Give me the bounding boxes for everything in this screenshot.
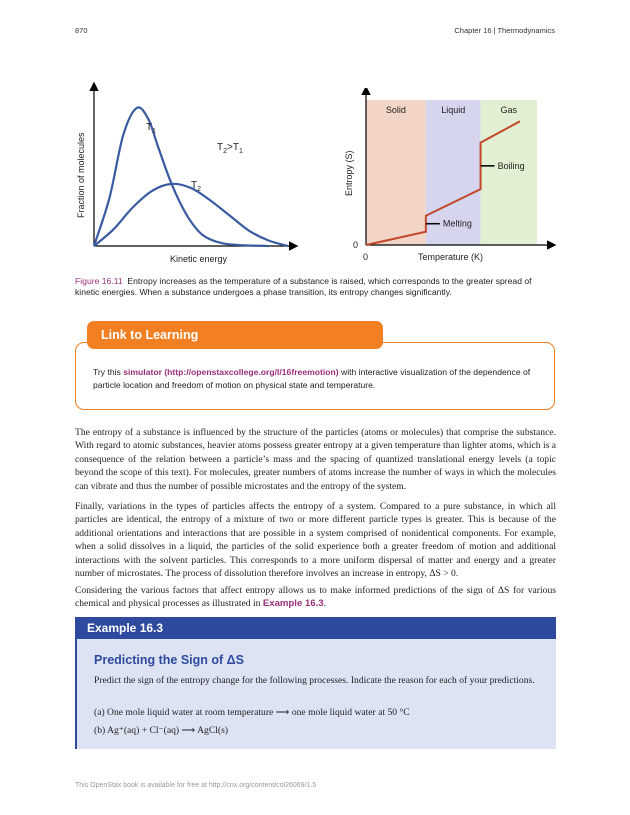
annotation-boiling: Boiling [497,160,525,171]
label-t1: $T_1$ [146,122,157,135]
ltl-text-after: with interactive visualization of the dependence of particle location and freedom of motion on physical state and temperature. [93,367,531,390]
figure-caption-text: Entropy increases as the temperature of a substance is raised, which corresponds to the greater spread of kinetic energies. When a substance undergoes a phase transition, its entropy changes significantly. [75,276,532,297]
footer-note: This OpenStax book is available for free at http://cnx.org/content/col26069/1.5 [75,782,317,789]
entropy-phase-chart [340,88,560,266]
x-tick-zero: 0 [363,252,369,262]
paragraph-3-text: Considering the various factors that affect entropy allows us to make informed predictions of the sign of ΔS for various chemical and physical processes as illustrated in [75,585,556,610]
example-item-b [94,724,539,737]
y-axis-label: Entropy (S) [344,150,354,196]
item-b-equation: Ag⁺(aq) + Cl⁻(aq) ⟶ AgCl(s) [107,725,229,736]
paragraph-3 [75,584,556,611]
example-heading: Example 16.3 [75,617,556,639]
page-number: 870 [75,26,88,35]
label-t2: $T_2$ [191,180,202,193]
label-relation: $T_2>T_1$ [217,142,243,155]
link-to-learning-text [93,366,533,391]
annotation-melting: Melting [442,218,472,229]
example-prompt: Predict the sign of the entropy change for the following processes. Indicate the reason for each of your predictions. [94,675,535,686]
figure-label: Figure 16.11 [75,276,123,286]
link-to-learning-title: Link to Learning [87,321,383,349]
phase-label-solid: Solid [385,105,406,115]
example-title: Predicting the Sign of ΔS [94,653,244,667]
y-axis-label: Fraction of molecules [76,132,86,218]
simulator-link[interactable]: simulator (http://openstaxcollege.org/l/16freemotion) [123,367,339,377]
example-item-a: (a) One mole liquid water at room temperature ⟶ one mole liquid water at 50 °C [94,707,410,718]
phase-label-liquid: Liquid [441,105,466,115]
phase-label-gas: Gas [500,105,518,115]
phase-band-gas [481,100,537,245]
maxwell-boltzmann-chart [70,78,300,268]
example-link[interactable]: Example 16.3 [262,598,324,610]
item-b-label: (b) [94,725,108,736]
x-axis-label: Temperature (K) [418,252,484,262]
y-tick-zero: 0 [353,240,359,250]
chapter-header: Chapter 16 | Thermodynamics [454,26,555,35]
figure-caption [75,276,557,298]
x-axis-label: Kinetic energy [170,254,228,264]
paragraph-1: The entropy of a substance is influenced by the structure of the particles (atoms or molecules) that comprise the substance. With regard to atomic substances, heavier atoms possess greater entropy at a given temperature than lighter atoms, which is a consequence of the relation between a particle’s mass and the spacing of quantized translational energy levels (a topic beyond the scope of this text). For molecules, greater numbers of atoms increase the number of ways in which the molecules can vibrate and thus the number of possible microstates and the entropy of the system. [75,427,557,492]
ltl-text-before: Try this [93,367,124,377]
series-t2-line [94,184,288,246]
paragraph-3-end: . [323,598,327,610]
phase-band-solid [366,100,426,245]
paragraph-2: Finally, variations in the types of particles affects the entropy of a system. Compared to a pure substance, in which all particles are identical, the entropy of a mixture of two or more different particle types is greater. This is because of the additional orientations and interactions that are possible in a system comprised of nonidentical components. For example, when a solid dissolves in a liquid, the particles of the solid experience both a greater freedom of motion and additional interactions with the solvent particles. This corresponds to a more uniform dispersal of matter and energy and a greater number of microstates. The process of dissolution therefore involves an increase in entropy, ΔS > 0. [75,501,556,580]
